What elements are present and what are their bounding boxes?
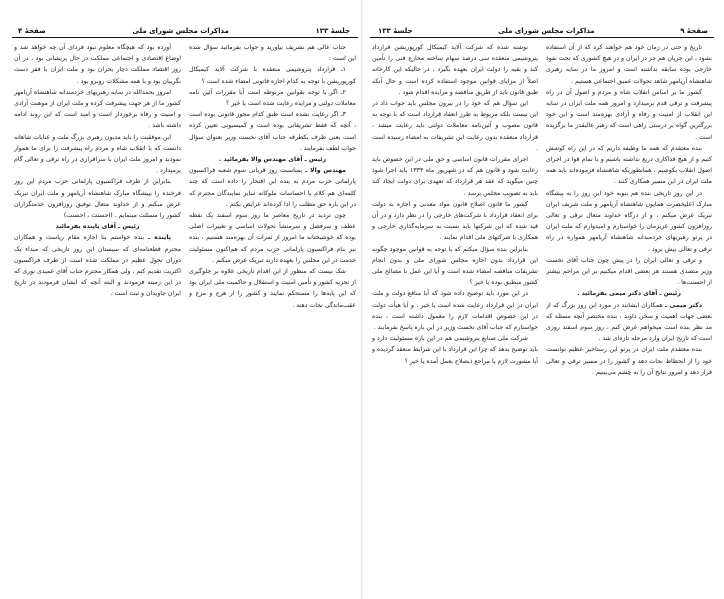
paragraph: نوشته شده که شرکت آلاید کیمیکال کورپوریشن قرارداد پتروشیمی منعقده سی درصد سهام ساخته مخارج فنی را تأمین کند و بقیه را دولت ایران بعهده بگیرد ، در حالیکه این کارخانه اصلاً از مزایای قوانین موجود استفاده کرده است و حال آنکه طبق قانون باید از طریق مناقصه و مزایده اقدام شود .: [372, 44, 538, 96]
right-page-session-label: جلسهٔ ۱۳۳: [378, 27, 413, 35]
left-page-column-left: [14, 42, 181, 591]
paragraph: جناب عالی هم تشریف بیاورید و جواب بفرمائید سؤال شده این است :: [189, 44, 356, 63]
speaker-name: پاینده ـ: [144, 234, 171, 242]
paragraph: چون تردید در تاریخ معاصر ما روز سوم اسفند یک نقطه عطف و سرفصل و سرمنشأ تحولات اساسی و تغییرات اصلی بوده که خوشبختانه ما امروز از ثمرات آن بهره‌مند هستیم ، بنده نیز بنام فراکسیون پارلمانی حزب مردم که هم‌اکنون مسئولیت خدمت در این مجلس را بعهده دارند تبریک عرض میکنم .: [189, 212, 356, 264]
paragraph: در این مورد باید توضیح داده شود که آیا منافع دولت و ملت ایران در این قرارداد رعایت شده است یا خیر ، و آیا هیأت دولت در این خصوص اقدامات لازم را معمول داشته است ، بنده خواستارم که جناب آقای نخست وزیر در این باره پاسخ بفرمایند .: [372, 290, 538, 332]
speaker-call: رئیس ـ آقای پاینده بفرمائید: [55, 223, 140, 231]
left-page-title: مذاکرات مجلس شورای ملی: [132, 27, 229, 35]
paragraph: بنده معتقدم که همه ما وظیفه داریم که در این راه کوشش کنیم و از هیچ فداکاری دریغ نداشته باشیم و با تمام قوا در اجرای اصول انقلاب بکوشیم ، همانطوریکه شاهنشاه فرموده‌اند باید همه ملت ایران در این مسیر همکاری کنند .: [546, 144, 712, 186]
paragraph: امروز بحمدالله در سایه رهبریهای خردمندانه شاهنشاه آریامهر کشور ما از هر جهت پیشرفت کرده و ملت ایران از موهبت آزادی و امنیت و رفاه برخوردار است و امید است که این روند ادامه داشته باشد .: [14, 88, 181, 130]
paragraph: ۲ـ اگر با توجه بقوانین مربوطه است آیا مقررات آئین نامه معاملات دولتی و مزایده رعایت شده است یا خیر ؟: [189, 88, 356, 108]
paragraph: اجرای مقررات قانون اساسی و حق ملی در این خصوص باید رعایت شود و قانون هم که در شهریور ماه ۱۳۳۴ باید اجرا شود چنین میگوید که عقد هر قرارداد که تعهدی برای دولت ایجاد کند باید به تصویب مجلس برسد .: [372, 156, 538, 197]
speaker-paragraph: [546, 300, 712, 345]
paragraph: این موفقیت را باید مدیون رهبری بزرگ ملت و عنایات شاهانه دانست که با انقلاب شاه و مردم راه پیشرفت را برای ما هموار نمودند و امروز ملت ایران با سرافرازی در راه ترقی و تعالی گام برمیدارد .: [14, 133, 181, 175]
speech-text: بمناسبت روز قربانی سوم شعبه فراکسیون پارلمانی حزب مردم به بنده این افتخار را داده است که چند کلمه‌ای هم کلام با احساسات ملوکانه سایر نمایندگان محترم که در این باره حق مطلب را ادا کرده‌اند عرایض بکنم .: [189, 167, 356, 208]
speaker-paragraph: [189, 165, 356, 210]
right-page-title: مذاکرات مجلس شورای ملی: [498, 27, 595, 35]
left-page-number: صفحهٔ ۴: [18, 27, 46, 35]
left-page-session-label: جلسهٔ ۱۳۳: [315, 27, 350, 35]
right-page-running-head: [370, 27, 714, 38]
right-page-number: صفحهٔ ۹: [680, 27, 708, 35]
left-page-column-right: [189, 42, 356, 591]
paragraph: بنابراین بنده سؤال میکنم که با توجه به قوانین موجود چگونه این قرارداد بدون اجازه مجلس شورای ملی و بدون انجام تشریفات مناقصه امضاء شده است و آیا این عمل با مصالح ملی کشور منطبق بوده یا خیر ؟: [372, 245, 538, 287]
paragraph: ۳ـ اگر رعایت نشده است طبق کدام مجوز قانونی بوده است ، آنچه که فقط تشریفاتی بوده است و کمیسیونی تعیین کرده است یعنی طرف یکطرفه جناب آقای نخست وزیر بعنوان سؤال جواب لطف بفرمایند .: [189, 111, 356, 152]
paragraph: و ترقی و تعالی ایران را در پیش چون جناب آقای نخست وزیر متصدی هستند هر بعضی اقدام میکنیم بر این مراحم بیشتر از احسنت‌ها .: [546, 256, 712, 287]
paragraph: شرکت ملی صنایع پتروشیمی هم در این باره مسئولیت دارد و باید توضیح بدهد که چرا این قرارداد با این شرایط منعقد گردیده و آیا مشورت لازم با مراجع ذیصلاح بعمل آمده یا خیر ؟: [372, 335, 538, 365]
paragraph: آورده بود که هیچگاه معلوم نبود فردای آن چه خواهد شد و اوضاع اقتصادی و اجتماعی مملکت در حال پریشانی بود ، در آن روز اقتصاد مملکت دچار بحران بود و ملت ایران با فقر دست بگریبان بود و با همه مشکلات روبرو بود .: [14, 44, 181, 85]
left-page-columns: [14, 42, 356, 591]
paragraph: بنابراین از طرف فراکسیون پارلمانی حزب مردم این روز فرخنده را بپیشگاه مبارک شاهنشاه آریامهر و ملت ایران تبریک عرض میکنم و از خداوند متعال توفیق روزافزون خدمتگزاران کشور را مسئلت مینمایم . (احسنت ، احسنت): [14, 178, 181, 220]
paragraph: در این روز تاریخی بنده هم بنوبه خود این روز را به پیشگاه مبارک اعلیحضرت همایون شاهنشاه آریامهر و ملت شریف ایران تبریک عرض میکنم ، و از درگاه خداوند متعال ترقی و تعالی روزافزون کشور عزیزمان را خواستارم و امیدوارم که ملت ایران در پرتو رهبریهای خردمندانه شاهنشاه آریامهر همواره در راه ترقی و تعالی پیش برود .: [546, 189, 712, 253]
right-page: [362, 0, 724, 599]
speaker-paragraph: [14, 232, 181, 299]
paragraph: کشور ما بر اساس انقلاب شاه و مردم و اصول آن در راه پیشرفت و ترقی قدم برمیدارد و امروز همه ملت ایران در سایه این انقلاب از امنیت و رفاه و آزادی بهره‌مند است و این خود بزرگترین گواه بر درستی راهی است که رهبر عالیقدر ما برگزیده است .: [546, 88, 712, 141]
paragraph: شک نیست که منظور از این اقدام تاریخی علاوه بر جلوگیری از تجزیه کشور و تأمین امنیت و استقلال و حاکمیت ملی ایران بود که این پایه‌ها را مستحکم نمایند و کشور را از هرج و مرج و عقب‌ماندگی نجات دهند .: [189, 268, 356, 309]
paragraph: کشور ما قانون اصلاح قانون مواد معدنی و اجازه به دولت برای انعقاد قرارداد با شرکت‌های خارجی را در نظر دارد و در آن قید شده که این شرکتها باید نسبت به سرمایه‌گذاری خارجی و همکاری با شرکتهای ملی اقدام نمایند .: [372, 200, 538, 242]
paragraph: تاریخ و حتی در زمان خود هم خواهند کرد که از آن استفاده بشود ، این جریان هم جز در ایران و در هیچ کشوری که تحت نفوذ خارجی بوده سابقه نداشته است و امروز ما در سایه رهبری شاهنشاه آریامهر شاهد تحولات عمیق اجتماعی هستیم .: [546, 44, 712, 85]
speaker-call: رئیس ـ آقای دکتر میمی بفرمائید .: [577, 290, 681, 298]
speaker-name: مهندس والا ـ: [302, 167, 346, 175]
right-page-columns: [372, 42, 712, 591]
right-page-column-right: [546, 42, 712, 591]
right-page-column-left: [372, 42, 538, 591]
left-page-running-head: [12, 27, 358, 38]
paragraph: ۱ـ قرارداد پتروشیمی منعقده با شرکت آلاید کیمیکال کورپوریشن با توجه به کدام اجازه قانونی امضاء شده است ؟: [189, 66, 356, 85]
speaker-call: رئیس ـ آقای مهندس والا بفرمائید .: [218, 156, 327, 164]
paragraph: این سؤال هم که خود را در بیرون مجلس باید جواب داد در این نیست بلکه مربوط به طرز انعقاد قرارداد است که با توجه به قانون مصوب و آئین‌نامه معاملات دولتی باید رعایت میشد ، قرارداد منعقده بدون رعایت این تشریفات به امضاء رسیده است .: [372, 100, 538, 152]
speaker-name: دکتر میمی ـ: [662, 301, 702, 309]
paragraph: بنده معتقدم ملت ایران در پرتو این رستاخیز عظیم توانست خود را از انحطاط نجات دهد و کشور را در مسیر ترقی و تعالی قرار دهد و امروز نتایج آن را به چشم می‌بینیم .: [546, 346, 712, 376]
speech-text: بنده خواستم بنا اجازه مقام ریاست و همکاران محترم قطعنامه‌ای که سیستان این روز تاریخی که مبداء یک دوران تحول عظیم در مملکت شده است از طرف فراکسیون اکثریت تقدیم کنم ، ولی همکار محترم جناب آقای عمیدی نوری که در این زمینه فرمودند و البته آنچه که ایشان فرمودند در تاریخ ایران جاویدان و ثبت است .: [14, 234, 181, 298]
speech-text: همکاران ایشانند در مورد این روز بزرگ که از بعضی جهات اهمیت و سخن داوند ، بنده مختصر آنچه مسئله که مد نظر بنده است میخواهم عرض کنم ، روز سوم اسفند روزی است که تاریخ ایران وارد مرحله تازه‌ای شد .: [546, 301, 712, 343]
